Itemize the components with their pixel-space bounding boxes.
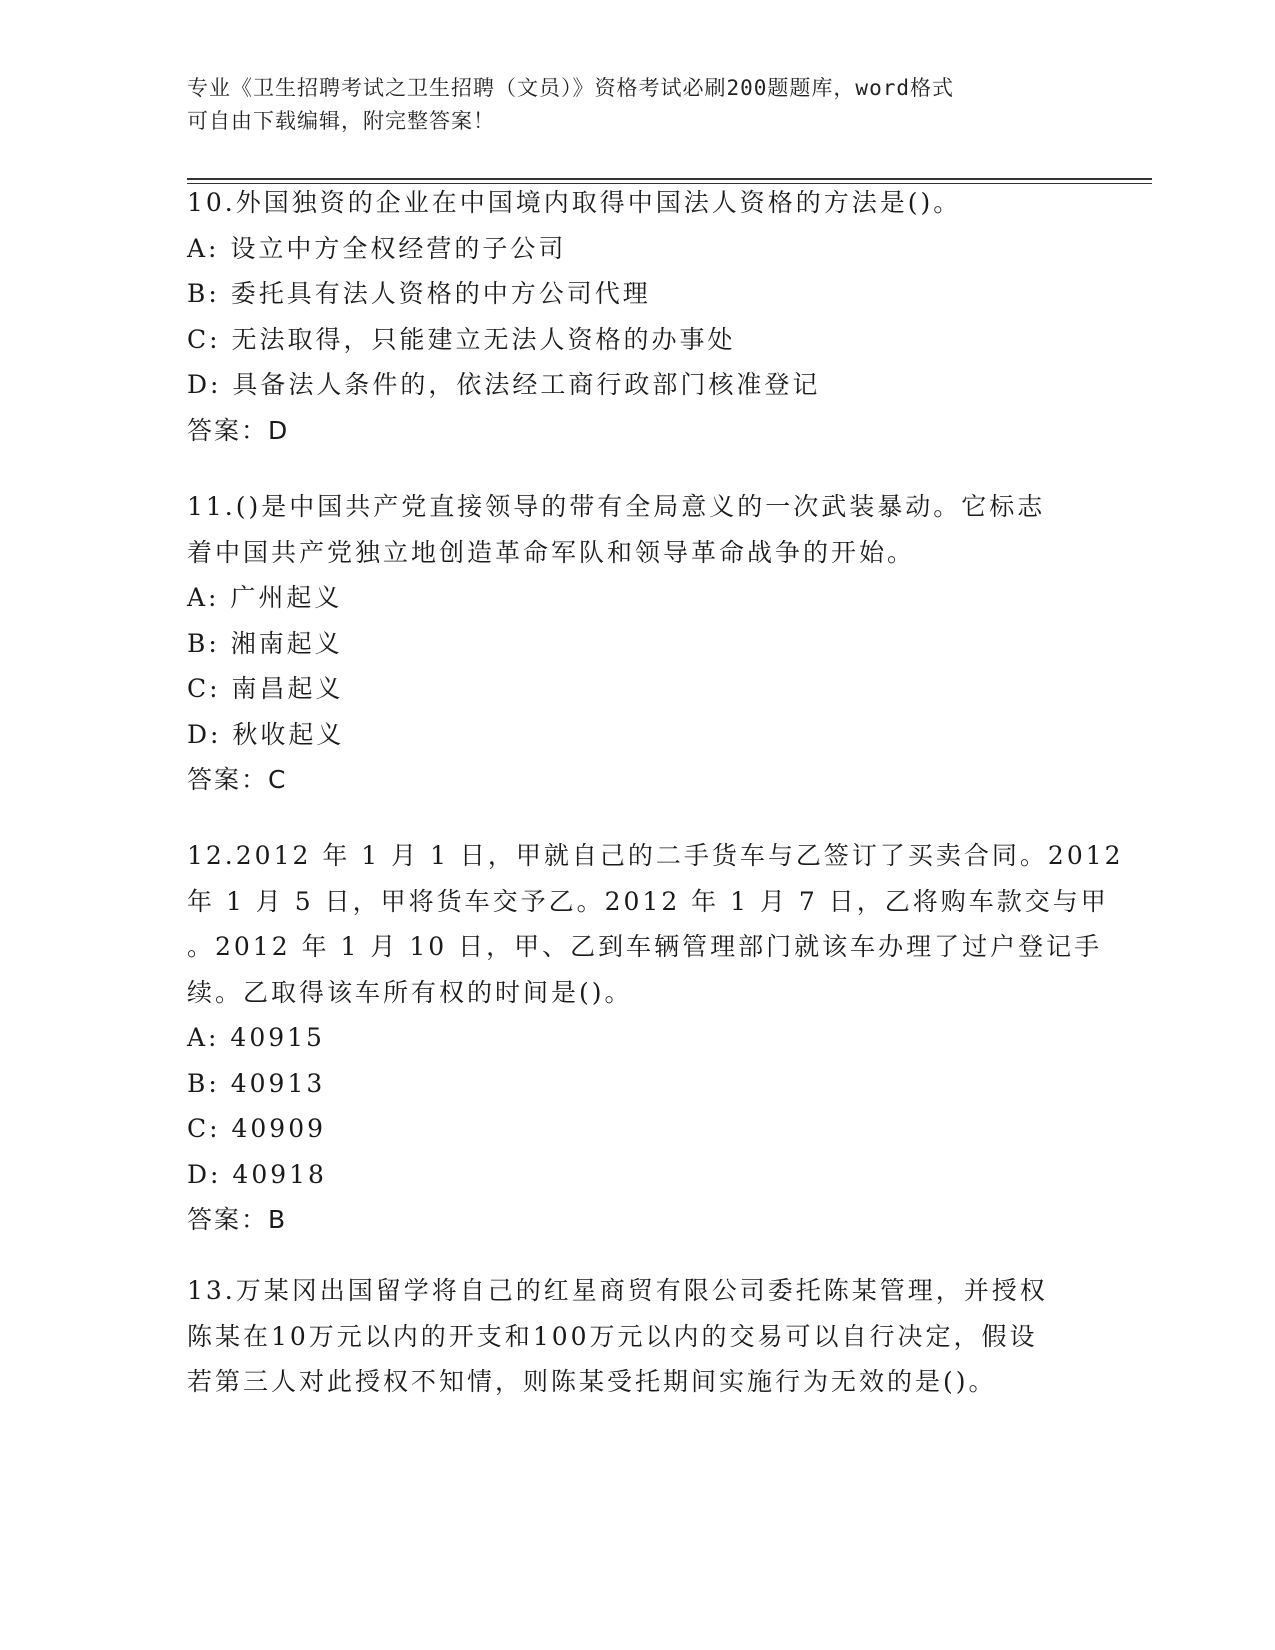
- option-c: C: 南昌起义: [187, 674, 344, 703]
- option-b: B: 委托具有法人资格的中方公司代理: [187, 279, 651, 308]
- option-c: C: 无法取得，只能建立无法人资格的办事处: [187, 324, 736, 354]
- question-13: [187, 1268, 1087, 1405]
- option-d: D: 秋收起义: [187, 719, 345, 749]
- option-a: A: 40915: [187, 1023, 325, 1052]
- option-d: D: 40918: [187, 1159, 327, 1189]
- question-text: 11.()是中国共产党直接领导的带有全局意义的一次武装暴动。它标志: [187, 492, 1046, 521]
- question-text: 着中国共产党独立地创造革命军队和领导革命战争的开始。: [187, 537, 916, 567]
- option-d: D: 具备法人条件的，依法经工商行政部门核准登记: [187, 370, 821, 399]
- question-text: 。2012 年 1 月 10 日，甲、乙到车辆管理部门就该车办理了过户登记手: [187, 932, 1103, 961]
- question-12: [187, 833, 1124, 1243]
- question-text: 12.2012 年 1 月 1 日，甲就自己的二手货车与乙签订了买卖合同。2012: [187, 841, 1124, 870]
- option-b: B: 40913: [187, 1068, 326, 1098]
- question-text: 13.万某冈出国留学将自己的红星商贸有限公司委托陈某管理，并授权: [187, 1276, 1048, 1305]
- answer: 答案：B: [187, 1205, 288, 1234]
- question-text: 若第三人对此授权不知情，则陈某受托期间实施行为无效的是()。: [187, 1367, 997, 1396]
- option-a: A: 设立中方全权经营的子公司: [187, 233, 567, 263]
- answer: 答案：D: [187, 415, 290, 445]
- question-text: 年 1 月 5 日，甲将货车交予乙。2012 年 1 月 7 日，乙将购车款交与甲: [187, 886, 1109, 916]
- question-text: 10.外国独资的企业在中国境内取得中国法人资格的方法是()。: [187, 188, 962, 217]
- option-c: C: 40909: [187, 1114, 327, 1143]
- header-line-2: 可自由下载编辑，附完整答案！: [187, 109, 495, 133]
- document-header: [187, 72, 1087, 138]
- option-b: B: 湘南起义: [187, 628, 343, 658]
- answer: 答案：C: [187, 765, 288, 794]
- question-10: [187, 180, 1087, 453]
- header-line-1: 专业《卫生招聘考试之卫生招聘（文员）》资格考试必刷200题题库，word格式: [187, 76, 954, 100]
- question-text: 陈某在10万元以内的开支和100万元以内的交易可以自行决定，假设: [187, 1321, 1038, 1351]
- question-11: [187, 484, 1087, 803]
- question-text: 续。乙取得该车所有权的时间是()。: [187, 977, 633, 1007]
- option-a: A: 广州起义: [187, 583, 343, 612]
